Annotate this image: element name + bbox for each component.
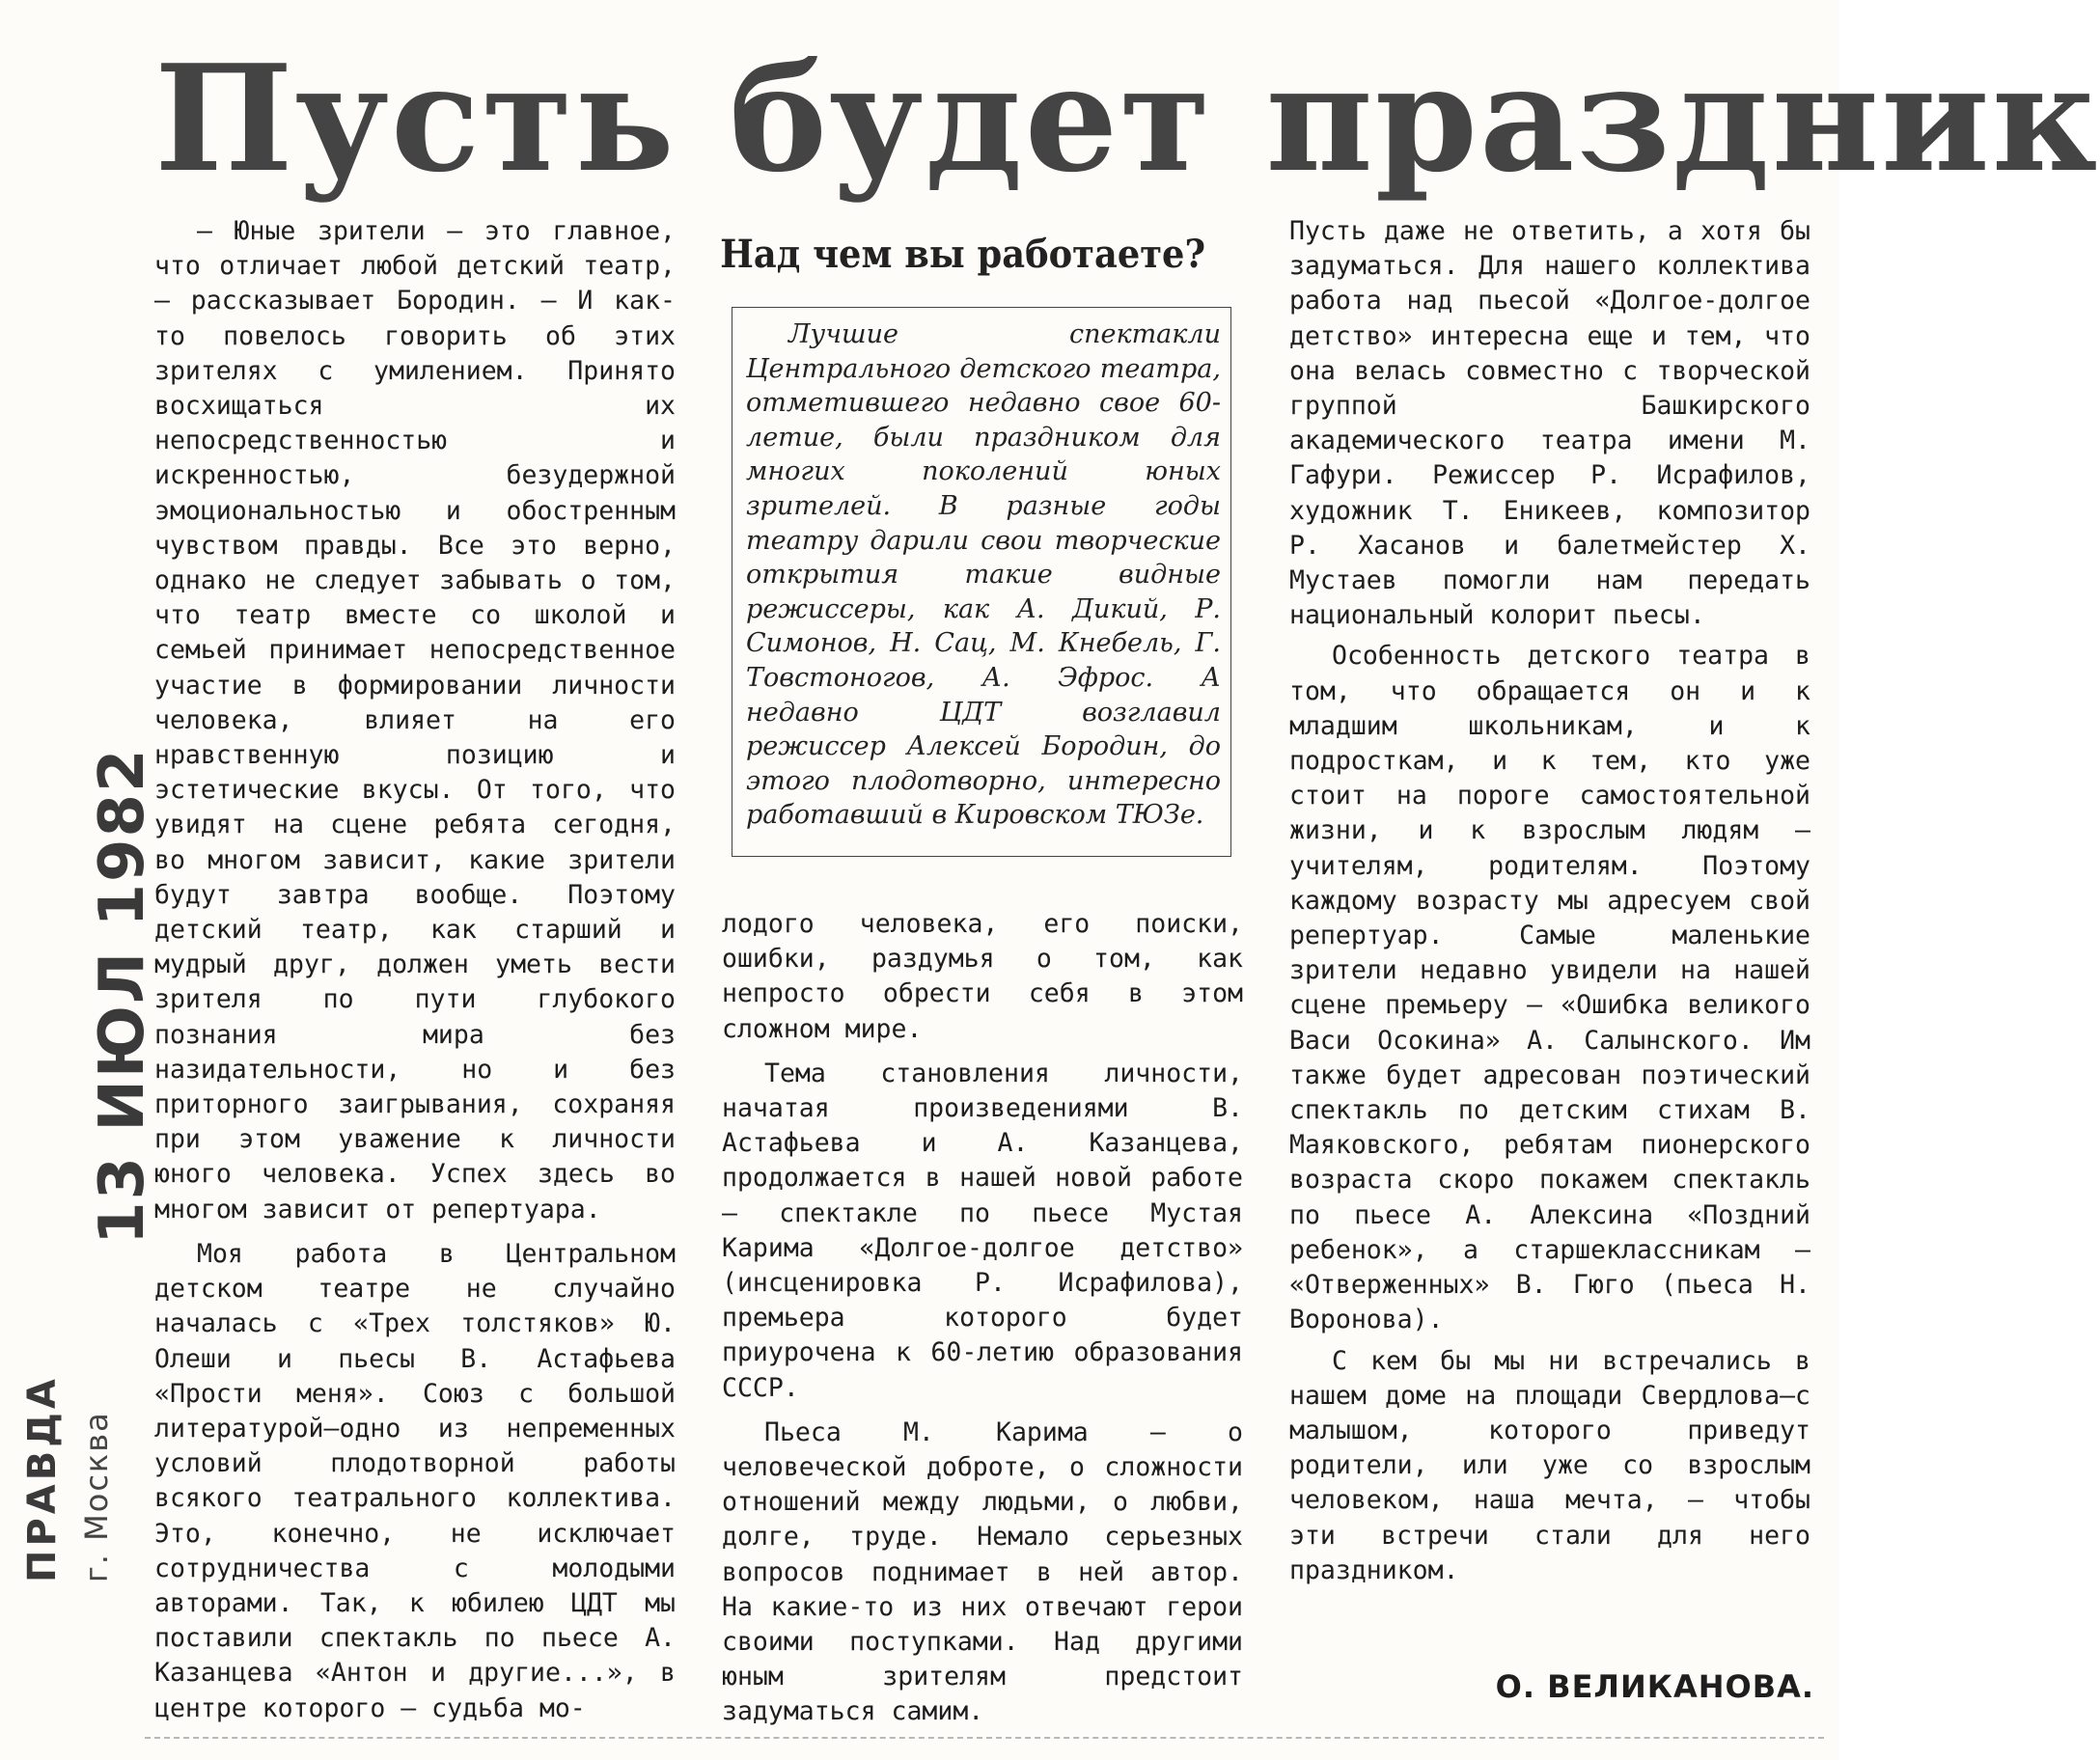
subheadline: Над чем вы работаете? (720, 232, 1206, 277)
paragraph: Пьеса М. Карима — о человеческой доброте, о сложности отношений между людьми, о любви, долге, труде. Немало серьезных вопросов поднимает в ней автор. На какие-то из них отвечают герои своими поступками. Над другими юным зрителям предстоит задуматься самим. (722, 1416, 1243, 1727)
newspaper-name-stamp: ПРАВДА (20, 1375, 65, 1582)
paragraph: Пусть даже не ответить, а хотя бы задуматься. Для нашего коллектива работа над пьесой «Долгое-долгое детство» интересна еще и тем, что она велась совместно с творческой группой Башкирского академического театра имени М. Гафури. Режиссер Р. Исрафилов, художник Т. Еникеев, композитор Р. Хасанов и балетмейстер Х. Мустаев помогли нам передать национальный колорит пьесы. (1289, 216, 1810, 631)
article-column-3 (1289, 214, 1810, 1588)
paragraph: Тема становления личности, начатая произведениями В. Астафьева и А. Казанцева, продолжается в нашей новой работе — спектакле по пьесе Мустая Карима «Долгое-долгое детство» (инсценировка Р. Исрафилова), премьера которого будет приурочена к 60-летию образования СССР. (722, 1058, 1243, 1403)
date-stamp: 13 ИЮЛ 1982 (87, 747, 158, 1245)
author-signature: О. ВЕЛИКАНОВА. (1495, 1668, 1814, 1705)
paragraph: лодого человека, его поиски, ошибки, раздумья о том, как непросто обрести себя в этом сложном мире. (722, 909, 1243, 1044)
headline: Пусть будет праздник (154, 32, 2100, 205)
paragraph: Особенность детского театра в том, что обращается он и к младшим школьникам, и к подросткам, и к тем, кто уже стоит на пороге самостоятельной жизни, и к взрослым людям — учителям, родителям. Поэтому каждому возрасту мы адресуем свой репертуар. Самые маленькие зрители недавно увидели на нашей сцене премьеру — «Ошибка великого Васи Осокина» А. Салынского. Им также будет адресован поэтический спектакль по детским стихам В. Маяковского, ребятам пионерского возраста скоро покажем спектакль по пьесе А. Алексина «Поздний ребенок», а старшеклассникам — «Отверженных» В. Гюго (пьеса Н. Воронова). (1289, 641, 1810, 1335)
city-stamp: г. Москва (78, 1411, 115, 1582)
paragraph: Моя работа в Центральном детском театре не случайно началась с «Трех толстяков» Ю. Олеши и пьесы В. Астафьева «Прости меня». Союз с большой литературой—одно из непременных условий плодотворной работы всякого театрального коллектива. Это, конечно, не исключает сотрудничества с молодыми авторами. Так, к юбилею ЦДТ мы поставили спектакль по пьесе А. Казанцева «Антон и другие...», в центре которого — судьба мо- (154, 1238, 676, 1723)
intro-box: Лучшие спектакли Центрального детского театра, отметившего недавно свое 60-летие, были праздником для многих поколений юных зрителей. В разные годы театру дарили свои творческие открытия такие видные режиссеры, как А. Дикий, Р. Симонов, Н. Сац, М. Кнебель, Г. Товстоногов, А. Эфрос. А недавно ЦДТ возглавил режиссер Алексей Бородин, до этого плодотворно, интересно работавший в Кировском ТЮЗе. (732, 307, 1231, 857)
article-column-2 (722, 907, 1243, 1730)
bottom-cut-line (145, 1737, 1824, 1739)
paragraph: С кем бы мы ни встречались в нашем доме на площади Свердлова—с малышом, которого приведут родители, или уже со взрослым человеком, наша мечта, — чтобы эти встречи стали для него праздником. (1289, 1345, 1810, 1585)
article-column-1 (154, 214, 676, 1726)
paragraph: — Юные зрители — это главное, что отличает любой детский театр, — рассказывает Бородин. — И как-то повелось говорить об этих зрителях с умилением. Принято восхищаться их непосредственностью и искренностью, безудержной эмоциональностью и обостренным чувством правды. Все это верно, однако не следует забывать о том, что театр вместе со школой и семьей принимает непосредственное участие в формировании личности человека, влияет на его нравственную позицию и эстетические вкусы. От того, что увидят на сцене ребята сегодня, во многом зависит, какие зрители будут завтра вообще. Поэтому детский театр, как старший и мудрый друг, должен уметь вести зрителя по пути глубокого познания мира без назидательности, но и без приторного заигрывания, сохраняя при этом уважение к личности юного человека. Успех здесь во многом зависит от репертуара. (154, 216, 676, 1224)
